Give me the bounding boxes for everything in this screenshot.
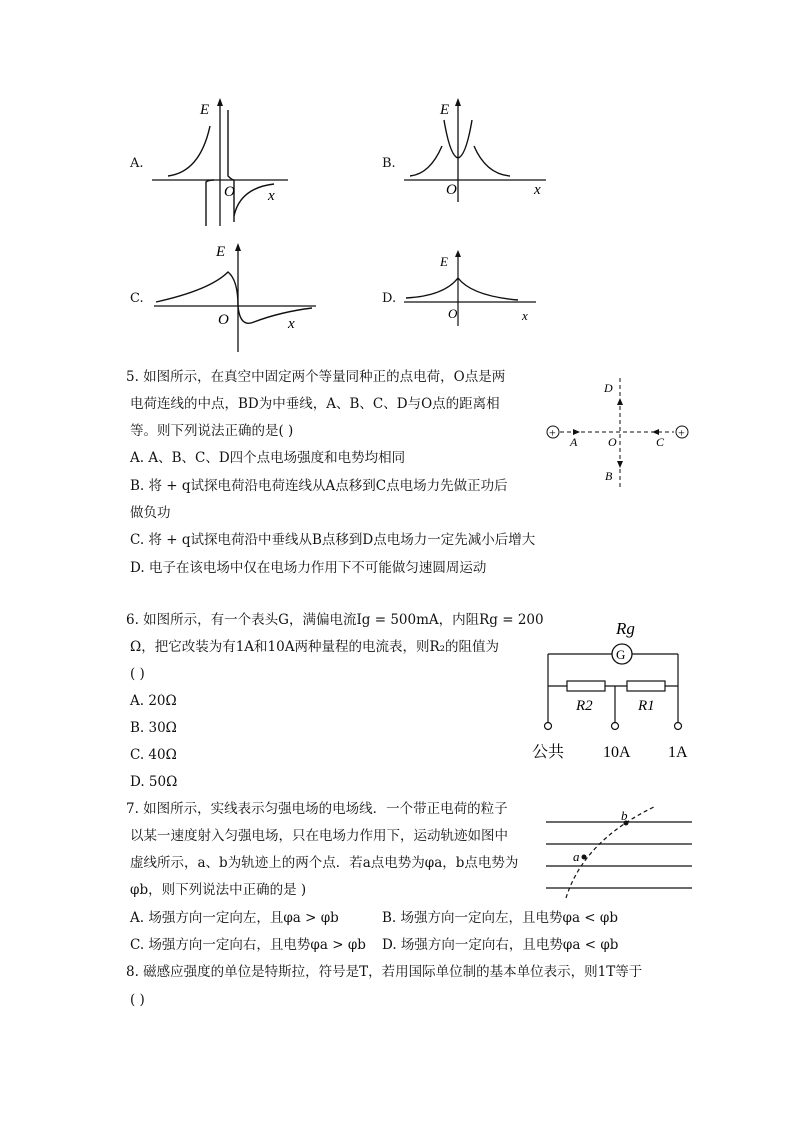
q5-line-3: 等。则下列说法正确的是( )	[130, 423, 294, 439]
terminal-1a: 1A	[668, 744, 688, 761]
rg-label: Rg	[616, 619, 635, 638]
q7-option-d: D. 场强方向一定向右，且电势φa < φb	[382, 937, 619, 953]
r1-label: R1	[638, 698, 655, 714]
option-d-label: D.	[382, 291, 397, 306]
axis-e: E	[440, 254, 448, 269]
q7-option-c: C. 场强方向一定向右，且电势φa > φb	[130, 937, 366, 953]
q8-line-2: ( )	[130, 992, 145, 1008]
origin-o: O	[448, 306, 458, 321]
q6-line-1: 6. 如图所示，有一个表头G，满偏电流Ig = 500mA，内阻Rg = 200	[126, 612, 544, 628]
point-a: A	[570, 435, 578, 449]
resistor-r2	[567, 681, 605, 691]
q5-option-d: D. 电子在该电场中仅在电场力作用下不可能做匀速圆周运动	[130, 560, 487, 576]
graph-b	[400, 96, 550, 206]
axis-x: x	[534, 182, 541, 198]
axis-x: x	[522, 308, 528, 323]
q7-option-a: A. 场强方向一定向左，且φa > φb	[130, 910, 339, 926]
q6-option-a: A. 20Ω	[130, 693, 177, 709]
axis-x: x	[288, 316, 295, 332]
q7-line-3: 虚线所示，a、b为轨迹上的两个点．若a点电势为φa，b点电势为	[130, 855, 519, 871]
q7-line-1: 7. 如图所示，实线表示匀强电场的电场线．一个带正电荷的粒子	[126, 801, 508, 817]
curve-mid	[228, 110, 234, 180]
q8-line-1: 8. 磁感应强度的单位是特斯拉，符号是T，若用国际单位制的基本单位表示，则1T等于	[126, 964, 643, 980]
q5-line-2: 电荷连线的中点，BD为中垂线，A、B、C、D与O点的距离相	[130, 396, 500, 412]
q5-option-b-cont: 做负功	[130, 505, 171, 521]
point-b: b	[621, 808, 628, 823]
q7-line-2: 以某一速度射入匀强电场，只在电场力作用下，运动轨迹如图中	[130, 828, 508, 844]
q5-line-1: 5. 如图所示，在真空中固定两个等量同种正的点电荷，O点是两	[126, 369, 506, 385]
point-b: B	[605, 469, 613, 483]
option-a-label: A.	[130, 156, 144, 171]
point-d: D	[604, 381, 613, 395]
galvanometer-label: G	[616, 647, 626, 662]
point-o: O	[608, 435, 617, 449]
graph-c	[150, 240, 320, 354]
q5-option-b: B. 将 + q试探电荷沿电荷连线从A点移到C点电场力先做正功后	[130, 478, 508, 494]
q5-figure	[540, 372, 700, 492]
axis-e: E	[216, 244, 226, 260]
q7-line-4: φb，则下列说法中正确的是 )	[130, 882, 307, 898]
axis-e: E	[200, 102, 210, 118]
point-a: a	[573, 849, 580, 864]
q6-option-d: D. 50Ω	[130, 774, 178, 790]
point-c: C	[656, 435, 665, 449]
axis-e: E	[440, 102, 450, 118]
q6-line-2: Ω，把它改装为有1A和10A两种量程的电流表，则R₂的阻值为	[130, 639, 500, 655]
resistor-r1	[627, 681, 665, 691]
trajectory	[566, 806, 656, 898]
origin-o: O	[224, 184, 235, 200]
terminal-common: 公共	[532, 744, 565, 761]
graph-d	[400, 248, 540, 328]
charge-right: +	[678, 425, 685, 440]
q7-figure	[544, 800, 694, 900]
option-b-label: B.	[382, 156, 396, 171]
curve-left	[168, 126, 210, 176]
q6-option-c: C. 40Ω	[130, 747, 177, 763]
option-c-label: C.	[130, 291, 144, 306]
charge-left: +	[549, 425, 556, 440]
y-arrow	[217, 98, 223, 106]
origin-o: O	[218, 312, 229, 328]
q7-option-b: B. 场强方向一定向左，且电势φa < φb	[382, 910, 618, 926]
q5-option-c: C. 将 + q试探电荷沿中垂线从B点移到D点电场力一定先减小后增大	[130, 532, 536, 548]
q5-option-a: A. A、B、C、D四个点电场强度和电势均相同	[130, 450, 406, 466]
q6-line-3: ( )	[130, 666, 145, 682]
curve-midlow	[206, 180, 214, 226]
r2-label: R2	[576, 698, 593, 714]
q6-circuit	[524, 616, 700, 766]
q6-option-b: B. 30Ω	[130, 720, 177, 736]
graph-a	[150, 96, 290, 228]
origin-o: O	[446, 182, 457, 198]
terminal-10a: 10A	[603, 744, 631, 761]
axis-x: x	[268, 188, 275, 204]
